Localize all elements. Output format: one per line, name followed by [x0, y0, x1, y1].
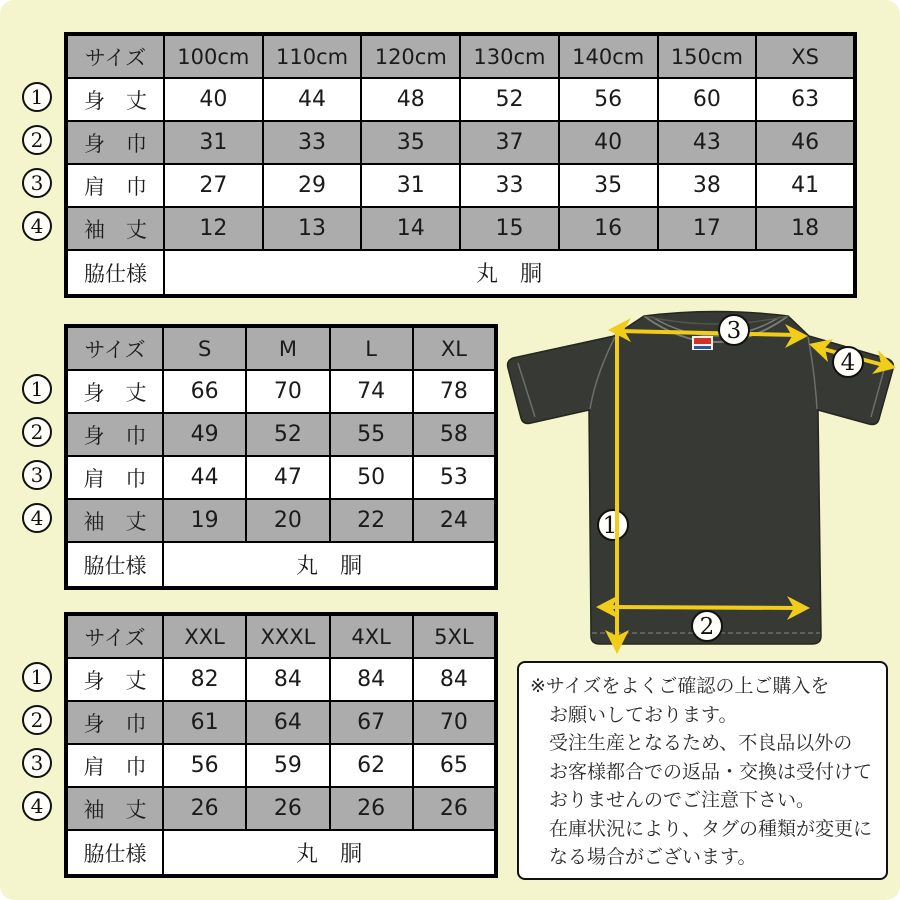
- size-value: 64: [246, 701, 329, 744]
- size-value: 74: [330, 370, 413, 413]
- table-row: [66, 658, 496, 701]
- notice-line: お客様都合での返品・交換は受付けて: [530, 760, 873, 783]
- size-value: 65: [413, 744, 496, 787]
- row-label: 脇仕様: [66, 542, 163, 588]
- size-value: 41: [756, 164, 855, 207]
- row-label: 身 巾: [66, 413, 163, 456]
- size-table-s-xl: [64, 324, 498, 590]
- row-marker-3: 3: [22, 460, 52, 490]
- size-value: 52: [460, 78, 559, 121]
- size-table-xxl-5xl: [64, 612, 498, 878]
- column-header: 4XL: [330, 614, 413, 658]
- brand-tag-icon: [692, 336, 713, 350]
- size-value: 70: [246, 370, 329, 413]
- row-label: 肩 巾: [66, 456, 163, 499]
- size-value: 66: [163, 370, 246, 413]
- row-label: 袖 丈: [66, 207, 164, 250]
- tshirt-measure-diagram: [504, 306, 896, 658]
- size-value: 47: [246, 456, 329, 499]
- size-value: 46: [756, 121, 855, 164]
- column-header: S: [163, 326, 246, 370]
- size-value: 84: [413, 658, 496, 701]
- table-row: [66, 207, 855, 250]
- column-header: 150cm: [658, 34, 757, 78]
- column-header: サイズ: [66, 34, 164, 78]
- size-value: 29: [263, 164, 362, 207]
- svg-text:4: 4: [840, 350, 856, 376]
- row-marker-4: 4: [22, 791, 52, 821]
- size-value: 44: [263, 78, 362, 121]
- column-header: XL: [413, 326, 496, 370]
- size-table-kids-xs: [64, 32, 857, 298]
- row-marker-1: 1: [22, 662, 52, 692]
- size-value: 82: [163, 658, 246, 701]
- column-header: 120cm: [361, 34, 460, 78]
- size-value: 26: [330, 787, 413, 830]
- size-value: 24: [413, 499, 496, 542]
- size-value: 37: [460, 121, 559, 164]
- table-row: [66, 744, 496, 787]
- size-value: 16: [559, 207, 658, 250]
- size-value: 26: [246, 787, 329, 830]
- svg-text:3: 3: [726, 318, 742, 344]
- table-row: [66, 701, 496, 744]
- size-value: 14: [361, 207, 460, 250]
- row-label: 身 丈: [66, 78, 164, 121]
- footer-value: 丸 胴: [163, 542, 496, 588]
- table-row: [66, 250, 855, 296]
- column-header: XS: [756, 34, 855, 78]
- size-value: 26: [413, 787, 496, 830]
- size-value: 31: [164, 121, 263, 164]
- size-value: 26: [163, 787, 246, 830]
- table-row: [66, 413, 496, 456]
- size-value: 15: [460, 207, 559, 250]
- size-value: 17: [658, 207, 757, 250]
- size-value: 84: [330, 658, 413, 701]
- row-marker-4: 4: [22, 211, 52, 241]
- size-value: 31: [361, 164, 460, 207]
- row-marker-4: 4: [22, 503, 52, 533]
- size-value: 55: [330, 413, 413, 456]
- size-value: 53: [413, 456, 496, 499]
- size-value: 60: [658, 78, 757, 121]
- footer-value: 丸 胴: [163, 830, 496, 876]
- svg-text:2: 2: [699, 614, 715, 640]
- notice-line: ※サイズをよくご確認の上ご購入を: [530, 675, 830, 697]
- row-label: 脇仕様: [66, 250, 164, 296]
- column-header: サイズ: [66, 614, 163, 658]
- size-value: 22: [330, 499, 413, 542]
- row-label: 脇仕様: [66, 830, 163, 876]
- notice-line: なる場合がございます。: [530, 846, 757, 868]
- row-marker-3: 3: [22, 168, 52, 198]
- column-header: 5XL: [413, 614, 496, 658]
- size-value: 59: [246, 744, 329, 787]
- size-value: 58: [413, 413, 496, 456]
- size-value: 62: [330, 744, 413, 787]
- row-marker-3: 3: [22, 748, 52, 778]
- size-value: 52: [246, 413, 329, 456]
- size-value: 63: [756, 78, 855, 121]
- row-label: 袖 丈: [66, 787, 163, 830]
- size-value: 33: [460, 164, 559, 207]
- size-value: 48: [361, 78, 460, 121]
- row-label: 身 巾: [66, 121, 164, 164]
- row-label: 身 丈: [66, 370, 163, 413]
- column-header: 130cm: [460, 34, 559, 78]
- table-row: [66, 370, 496, 413]
- size-value: 67: [330, 701, 413, 744]
- size-value: 49: [163, 413, 246, 456]
- size-value: 61: [163, 701, 246, 744]
- row-label: 身 巾: [66, 701, 163, 744]
- size-value: 56: [559, 78, 658, 121]
- size-value: 40: [559, 121, 658, 164]
- table-row: [66, 787, 496, 830]
- notice-box: [517, 661, 888, 880]
- column-header: サイズ: [66, 326, 163, 370]
- size-value: 20: [246, 499, 329, 542]
- row-marker-2: 2: [22, 125, 52, 155]
- column-header: 100cm: [164, 34, 263, 78]
- footer-value: 丸 胴: [164, 250, 855, 296]
- size-value: 56: [163, 744, 246, 787]
- row-marker-1: 1: [22, 374, 52, 404]
- size-value: 35: [559, 164, 658, 207]
- row-label: 肩 巾: [66, 164, 164, 207]
- table-row: [66, 499, 496, 542]
- size-value: 40: [164, 78, 263, 121]
- notice-line: 在庫状況により、タグの種類が変更に: [530, 817, 873, 840]
- row-label: 肩 巾: [66, 744, 163, 787]
- size-value: 70: [413, 701, 496, 744]
- table-row: [66, 78, 855, 121]
- column-header: 140cm: [559, 34, 658, 78]
- size-value: 12: [164, 207, 263, 250]
- notice-line: おりませんのでご注意下さい。: [530, 789, 816, 811]
- size-value: 38: [658, 164, 757, 207]
- svg-text:1: 1: [602, 513, 618, 539]
- size-value: 19: [163, 499, 246, 542]
- row-marker-2: 2: [22, 705, 52, 735]
- table-row: [66, 830, 496, 876]
- table-row: [66, 456, 496, 499]
- size-value: 35: [361, 121, 460, 164]
- column-header: L: [330, 326, 413, 370]
- size-value: 13: [263, 207, 362, 250]
- table-row: [66, 164, 855, 207]
- column-header: XXL: [163, 614, 246, 658]
- size-value: 33: [263, 121, 362, 164]
- row-marker-1: 1: [22, 82, 52, 112]
- row-label: 身 丈: [66, 658, 163, 701]
- column-header: 110cm: [263, 34, 362, 78]
- size-value: 27: [164, 164, 263, 207]
- table-row: [66, 542, 496, 588]
- size-value: 43: [658, 121, 757, 164]
- size-value: 18: [756, 207, 855, 250]
- notice-line: お願いしております。: [530, 703, 738, 726]
- size-value: 84: [246, 658, 329, 701]
- row-marker-2: 2: [22, 417, 52, 447]
- size-value: 50: [330, 456, 413, 499]
- column-header: XXXL: [246, 614, 329, 658]
- row-label: 袖 丈: [66, 499, 163, 542]
- column-header: M: [246, 326, 329, 370]
- size-value: 44: [163, 456, 246, 499]
- table-row: [66, 121, 855, 164]
- notice-line: 受注生産となるため、不良品以外の: [530, 732, 853, 754]
- size-value: 78: [413, 370, 496, 413]
